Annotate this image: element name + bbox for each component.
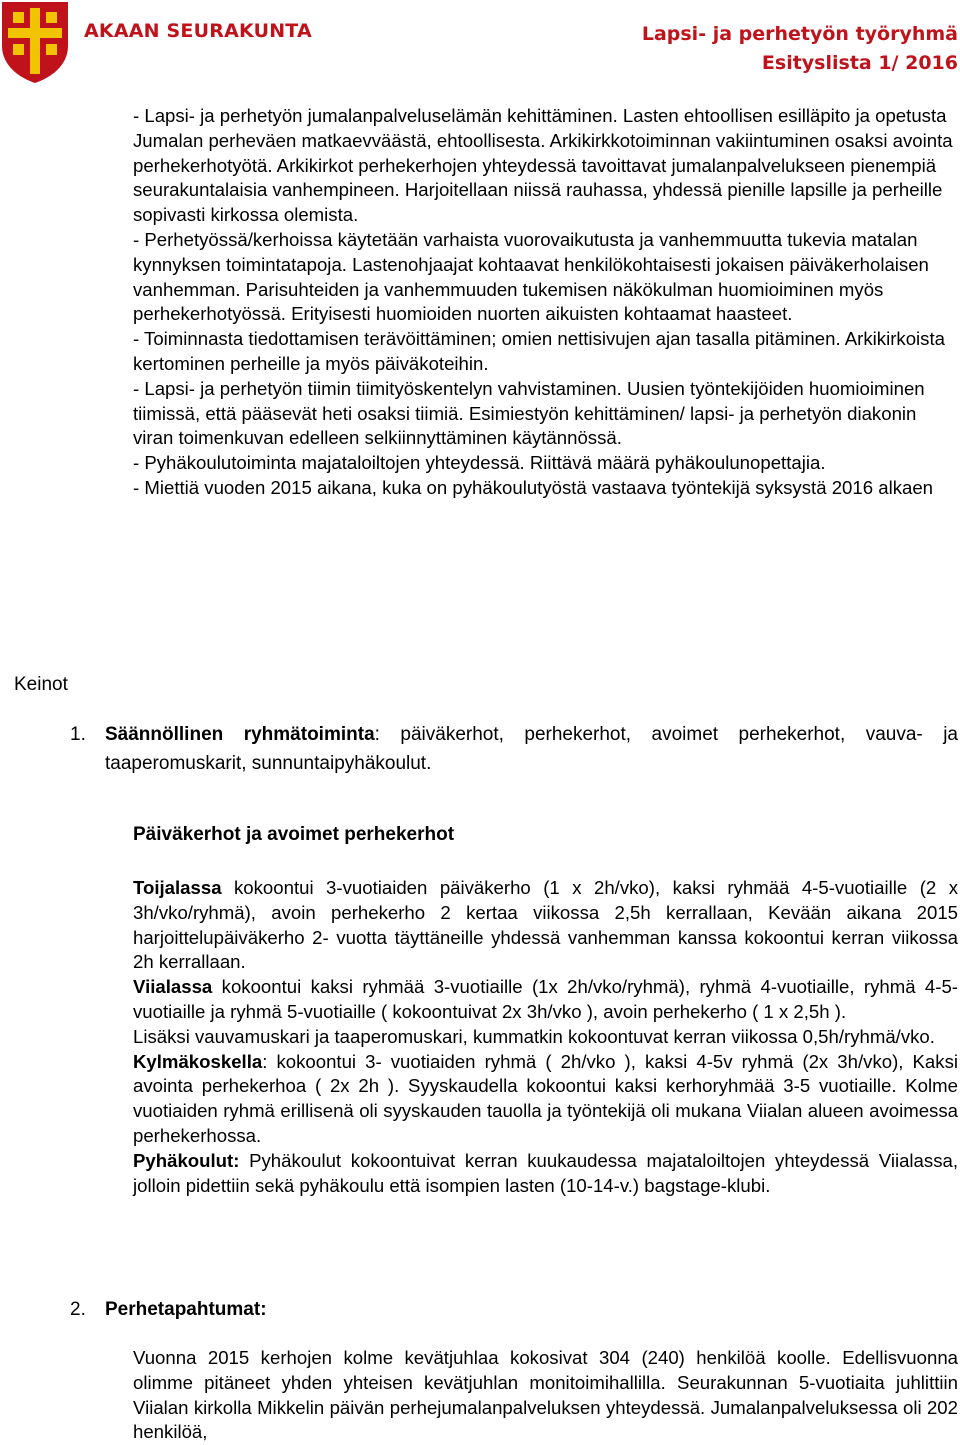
parish-crest-icon xyxy=(0,0,70,84)
paragraph-pyhakoulut xyxy=(133,1149,958,1199)
list-item-title: Säännöllinen ryhmätoiminta xyxy=(105,724,375,745)
location-name: Viialassa xyxy=(133,976,213,998)
list-item-text xyxy=(105,1295,958,1324)
groups-description xyxy=(133,876,958,1198)
goal-paragraph: - Lapsi- ja perhetyön jumalanpalveluselämän kehittäminen. Lasten ehtoollisen esilläpito ja opetusta Jumalan perheväen matkaevväästä, ehtoollisesta. Arkikirkkotoiminnan vakiintuminen osaksi avointa perhekerhotyötä. Arkikirkot perhekerhojen yhteydessä tavoittavat jumalanpalvelukseen pienempiä seurakuntalaisia vanhempineen. Harjoitellaan niissä rauhassa, yhdessä pienille lapsille ja perheille sopivasti kirkossa olemista. xyxy=(133,105,953,226)
list-number: 2. xyxy=(70,1299,86,1320)
goal-paragraph: - Pyhäkoulutoiminta majataloiltojen yhteydessä. Riittävä määrä pyhäkoulunopettajia. xyxy=(133,452,826,474)
location-name: Kylmäkoskella xyxy=(133,1050,263,1072)
location-name: Toijalassa xyxy=(133,877,222,898)
list-item-description: : päiväkerhot, perhekerhot, avoimet perhekerhot, vauva- ja taaperomuskarit, sunnuntaipyhäkoulut. xyxy=(105,724,958,774)
location-name: Pyhäkoulut: xyxy=(133,1149,240,1171)
paragraph-text: Pyhäkoulut kokoontuivat kerran kuukaudessa majataloiltojen yhteydessä Viialassa, jolloin pidettiin sekä pyhäkoulu että isompien lasten (10-14-v.) bagstage-klubi. xyxy=(133,1149,958,1196)
intro-goals xyxy=(133,104,958,501)
paragraph-toijala xyxy=(133,876,958,975)
goal-paragraph: - Miettiä vuoden 2015 aikana, kuka on pyhäkoulutyöstä vastaava työntekijä syksystä 2016 alkaen xyxy=(133,476,934,498)
goal-paragraph: - Lapsi- ja perhetyön tiimin tiimityöskentelyn vahvistaminen. Uusien työntekijöiden huomioiminen tiimissä, että pääsevät heti osaksi tiimiä. Esimiestyön kehittäminen/ lapsi- ja perhetyön diakonin viran toimenkuvan edelleen selkiinnyttäminen käytännössä. xyxy=(133,377,925,449)
section-heading-keinot: Keinot xyxy=(14,674,68,695)
page-header xyxy=(0,0,960,90)
paragraph-lisaksi: Lisäksi vauvamuskari ja taaperomuskari, kummatkin kokoontuvat kerran viikossa 0,5h/ryhmä/vko. xyxy=(133,1025,935,1047)
paragraph-viiala xyxy=(133,975,958,1025)
organization-name: AKAAN SEURAKUNTA xyxy=(84,20,312,42)
paragraph-text: kokoontui kaksi ryhmää 3-vuotiaille (1x 2h/vko/ryhmä), ryhmä 4-vuotiaille, ryhmä 4-5-vuotiaille ja ryhmä 5-vuotiaille ( kokoontuivat 2x 3h/vko ), avoin perhekerho ( 1 x 2,5h ). xyxy=(133,976,958,1022)
subheading: Päiväkerhot ja avoimet perhekerhot xyxy=(133,824,455,845)
group-name: Lapsi- ja perhetyön työryhmä xyxy=(641,23,958,45)
paragraph-text: : kokoontui 3- vuotiaiden ryhmä ( 2h/vko ), kaksi 4-5v ryhmä (2x 3h/vko), Kaksi avointa perhekerhoa ( 2x 2h ). Syyskaudella kokoontui kaksi kerhoryhmää 3-5 vuotiaille. Kolme vuotiaiden ryhmä erillisenä oli syyskauden tauolla ja työntekijä oli mukana Viialan alueen avoimessa perhekerhossa. xyxy=(133,1050,958,1146)
goal-paragraph: - Toiminnasta tiedottamisen terävöittäminen; omien nettisivujen ajan tasalla pitäminen. Arkikirkoista kertominen perheille ja myös päiväkoteihin. xyxy=(133,328,945,374)
header-right xyxy=(642,20,958,78)
goal-paragraph: - Perhetyössä/kerhoissa käytetään varhaista vuorovaikutusta ja vanhemmuutta tukevia matalan kynnyksen toimintatapoja. Lastenohjaajat kohtaavat henkilökohtaisesti jokaisen päiväkerholaisen vanhemman. Parisuhteiden ja vanhemmuuden tukemisen näkökulman huomioiminen myös perhekerhotyössä. Erityisesti huomioiden nuorten aikuisten kohtaamat haasteet. xyxy=(133,228,929,325)
list-item-title: Perhetapahtumat: xyxy=(105,1299,267,1320)
family-events-paragraph: Vuonna 2015 kerhojen kolme kevätjuhlaa kokosivat 304 (240) henkilöä koolle. Edellisvuonna olimme pitäneet yhden yhteisen kevätjuhlan monitoimihallilla. Seurakunnan 5-vuotiaita juhlittiin Viialan kirkolla Mikkelin päivän perhejumalanpalveluksen yhteydessä. Jumalanpalveluksessa oli 202 henkilöä, xyxy=(133,1347,958,1443)
document-reference: Esityslista 1/ 2016 xyxy=(761,52,958,74)
list-item-text xyxy=(105,720,958,778)
list-number: 1. xyxy=(70,724,86,745)
paragraph-kylmakoski xyxy=(133,1050,958,1149)
paragraph-text: kokoontui 3-vuotiaiden päiväkerho (1 x 2h/vko), kaksi ryhmää 4-5-vuotiaille (2 x 3h/vko/ryhmä), avoin perhekerho 2 kertaa viikossa 2,5h kerrallaan, Kevään aikana 2015 harjoittelupäiväkerho 2- vuotta täyttäneille yhdessä vanhemman kanssa kokoontui kerran viikossa 2h kerrallaan. xyxy=(133,877,958,973)
